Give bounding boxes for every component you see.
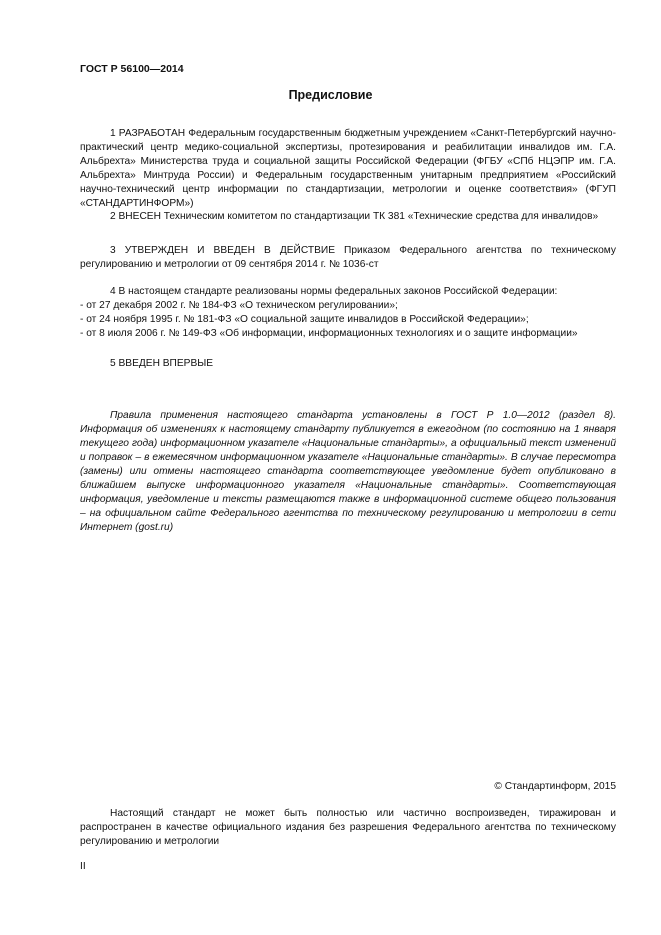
page-title: Предисловие [288, 88, 373, 102]
item-4 [80, 285, 616, 341]
item-5 [80, 357, 616, 371]
item-3-text: 3 УТВЕРЖДЕН И ВВЕДЕН В ДЕЙСТВИЕ Приказом Федерального агентства по техническому регулированию и метрологии от 09 сентября 2014 г. № 1036-ст [80, 245, 616, 270]
reproduction-notice: Настоящий стандарт не может быть полностью или частично воспроизведен, тиражирован и распространен в качестве официального издания без разрешения Федерального агентства по техническому регулированию и метрологии [80, 808, 616, 847]
rules-notice: Правила применения настоящего стандарта установлены в ГОСТ Р 1.0—2012 (раздел 8). Информация об изменениях к настоящему стандарту публикуется в ежегодном (по состоянию на 1 января текущего года) информационном указателе «Национальные стандарты», а официальный текст изменений и поправок – в ежемесячном информационном указателе «Национальные стандарты». В случае пересмотра (замены) или отмены настоящего стандарта соответствующее уведомление будет опубликовано в ближайшем выпуске информационного указателя «Национальные стандарты». Соответствующая информация, уведомление и тексты размещаются также в информационной системе общего пользования – на официальном сайте Федерального агентства по техническому регулированию и метрологии в сети Интернет (gost.ru) [80, 410, 616, 533]
law-item: - от 24 ноября 1995 г. № 181-ФЗ «О социальной защите инвалидов в Российской Федерации»; [80, 314, 529, 325]
page-number: II [80, 861, 86, 872]
item-1 [80, 127, 616, 211]
item-4-intro: 4 В настоящем стандарте реализованы нормы федеральных законов Российской Федерации: [110, 286, 558, 297]
copyright: © Стандартинформ, 2015 [494, 781, 616, 792]
document-code: ГОСТ Р 56100—2014 [80, 63, 184, 75]
item-3 [80, 244, 616, 272]
item-2 [80, 210, 616, 224]
item-2-text: 2 ВНЕСЕН Техническим комитетом по стандартизации ТК 381 «Технические средства для инвалидов» [110, 211, 599, 222]
law-item: - от 27 декабря 2002 г. № 184-ФЗ «О техническом регулировании»; [80, 300, 398, 311]
item-5-text: 5 ВВЕДЕН ВПЕРВЫЕ [110, 358, 214, 369]
item-1-text: 1 РАЗРАБОТАН Федеральным государственным бюджетным учреждением «Санкт-Петербургский научно-практический центр медико-социальной экспертизы, протезирования и реабилитации инвалидов им. Г.А. Альбрехта» Министерства труда и социальной защиты Российской Федерации (ФГБУ «СПб НЦЭПР им. Г.А. Альбрехта» Минтруда России) и Федеральным государственным унитарным предприятием «Российский научно-технический центр информации по стандартизации, метрологии и оценке соответствия» (ФГУП «СТАНДАРТИНФОРМ») [80, 128, 616, 209]
law-item: - от 8 июля 2006 г. № 149-ФЗ «Об информации, информационных технологиях и о защите информации» [80, 328, 578, 339]
